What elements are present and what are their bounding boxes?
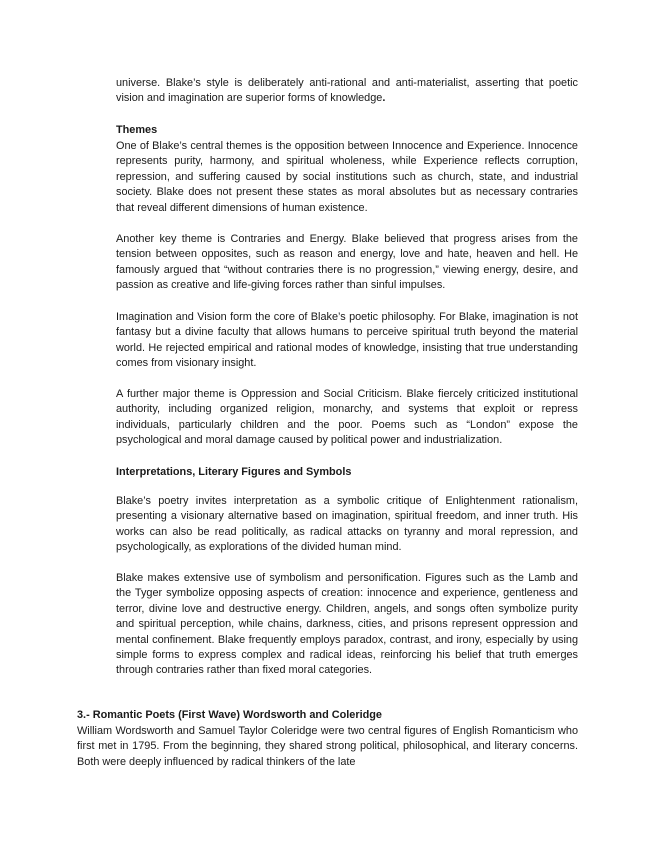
intro-end-mark: . xyxy=(382,92,386,105)
themes-paragraph-2: Another key theme is Contraries and Energy. Blake believed that progress arises from the tension between opposites, such as reason and energy, love and hate, heaven and hell. He famously argued that “without contraries there is no progression,” viewing energy, desire, and passion as creative and life-giving forces rather than sinful impulses. xyxy=(116,233,578,292)
interpretations-paragraph-2: Blake makes extensive use of symbolism and personification. Figures such as the Lamb and the Tyger symbolize opposing aspects of creation: innocence and experience, gentleness and terror, divine love and destructive energy. Children, angels, and songs often symbolize purity and spiritual perception, while chains, darkness, cities, and prisons represent oppression and mental confinement. Blake frequently employs paradox, contrast, and irony, especially by using simple forms to express complex and radical ideas, reinforcing his belief that truth emerges through contraries rather than fixed moral categories. xyxy=(116,572,578,677)
section3-paragraph: William Wordsworth and Samuel Taylor Coleridge were two central figures of English Romanticism who first met in 1795. From the beginning, they shared strong political, philosophical, and literary concerns. Both were deeply influenced by radical thinkers of the late xyxy=(77,725,578,768)
themes-paragraph-3: Imagination and Vision form the core of Blake’s poetic philosophy. For Blake, imagination is not fantasy but a divine faculty that allows humans to perceive spiritual truth beyond the material world. He rejected empirical and rational modes of knowledge, insisting that true understanding comes from visionary insight. xyxy=(116,311,578,370)
intro-paragraph xyxy=(116,76,578,107)
intro-text: universe. Blake’s style is deliberately anti-rational and anti-materialist, asserting that poetic vision and imagination are superior forms of knowledge xyxy=(116,77,578,105)
section3-heading: 3.- Romantic Poets (First Wave) Wordsworth and Coleridge xyxy=(77,709,382,721)
themes-heading: Themes xyxy=(116,124,158,136)
themes-paragraph-1: One of Blake’s central themes is the opposition between Innocence and Experience. Innocence represents purity, harmony, and spiritual wholeness, while Experience reflects corruption, repression, and suffering caused by social institutions such as church, state, and industrial society. Blake does not present these states as moral absolutes but as necessary contraries that reveal different dimensions of human existence. xyxy=(116,140,578,214)
interpretations-heading: Interpretations, Literary Figures and Symbols xyxy=(116,466,352,478)
interpretations-paragraph-1: Blake’s poetry invites interpretation as a symbolic critique of Enlightenment rationalism, presenting a visionary alternative based on imagination, spiritual freedom, and inner truth. His works can also be read politically, as radical attacks on tyranny and moral repression, and psychologically, as explorations of the divided human mind. xyxy=(116,495,578,554)
themes-paragraph-4: A further major theme is Oppression and Social Criticism. Blake fiercely criticized institutional authority, including organized religion, monarchy, and systems that exploit or repress individuals, particularly children and the poor. Poems such as “London” expose the psychological and moral damage caused by political power and industrialization. xyxy=(116,388,578,447)
